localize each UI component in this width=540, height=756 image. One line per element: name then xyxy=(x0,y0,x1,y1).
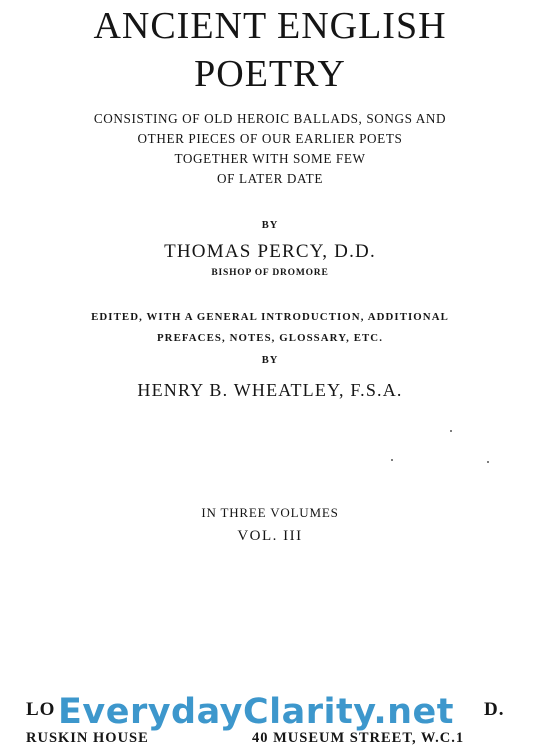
author-name: THOMAS PERCY, D.D. xyxy=(164,241,376,262)
edited-line-1: EDITED, WITH A GENERAL INTRODUCTION, ADDITIONAL xyxy=(91,311,449,323)
byline-editor: BY xyxy=(261,355,279,366)
publisher-name-right: D. xyxy=(484,699,505,720)
author-role: BISHOP OF DROMORE xyxy=(211,268,329,278)
volume-set: IN THREE VOLUMES xyxy=(201,505,339,520)
edited-line-2: PREFACES, NOTES, GLOSSARY, ETC. xyxy=(156,332,383,344)
paper-speck xyxy=(391,459,393,461)
paper-speck xyxy=(487,461,489,463)
subtitle-line-2: OTHER PIECES OF OUR EARLIER POETS xyxy=(137,131,403,146)
book-title-line-2: POETRY xyxy=(194,53,346,95)
subtitle-line-4: OF LATER DATE xyxy=(217,171,323,186)
editor-name: HENRY B. WHEATLEY, F.S.A. xyxy=(137,380,403,400)
publisher-address-left: RUSKIN HOUSE xyxy=(26,730,149,746)
byline-author: BY xyxy=(261,220,279,231)
subtitle-line-3: TOGETHER WITH SOME FEW xyxy=(174,151,366,166)
volume-number: VOL. III xyxy=(237,528,303,544)
subtitle-line-1: CONSISTING OF OLD HEROIC BALLADS, SONGS AND xyxy=(93,111,447,126)
publisher-address-right: 40 MUSEUM STREET, W.C.1 xyxy=(252,730,465,746)
publisher-name-left: LO xyxy=(26,699,56,720)
book-title-line-1: ANCIENT ENGLISH xyxy=(93,5,447,47)
watermark-text: EverydayClarity.net xyxy=(58,692,455,732)
paper-speck xyxy=(450,430,452,432)
